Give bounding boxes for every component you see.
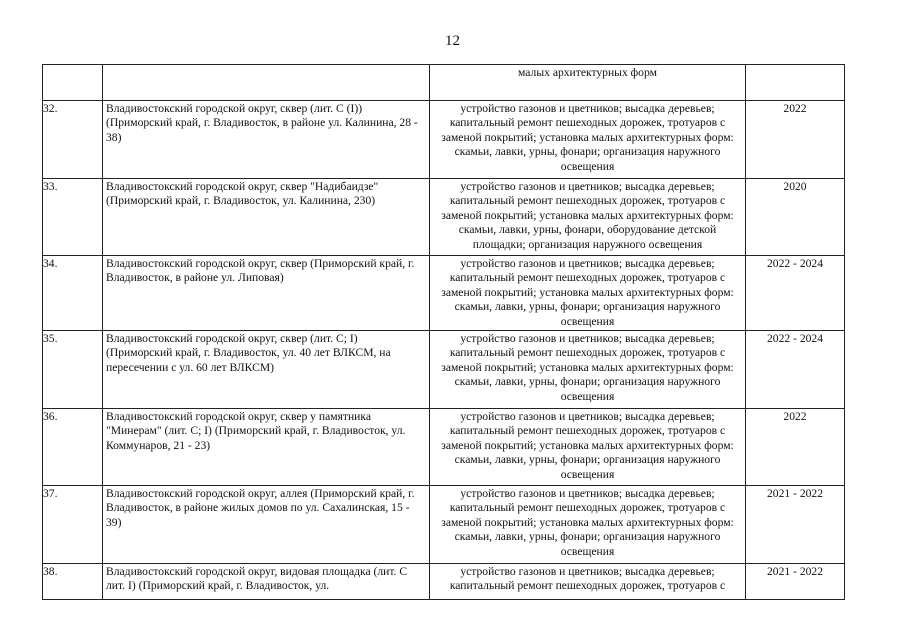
table-row bbox=[43, 331, 845, 409]
works-cell: устройство газонов и цветников; высадка деревьев; капитальный ремонт пешеходных дорожек, тротуаров с заменой покрытий; установка малых архитектурных форм: скамьи, лавки, урны, фонари; организация наружного освещения bbox=[430, 409, 746, 486]
table-row bbox=[43, 101, 845, 179]
object-cell: Владивостокский городской округ, сквер "Надибаидзе" (Приморский край, г. Владивосток, ул. Калинина, 230) bbox=[103, 179, 430, 256]
table-row-continuation bbox=[43, 65, 845, 101]
object-cell: Владивостокский городской округ, сквер (Приморский край, г. Владивосток, в районе ул. Липовая) bbox=[103, 256, 430, 331]
works-cell: малых архитектурных форм bbox=[430, 65, 746, 101]
number-cell: 37. bbox=[43, 486, 103, 564]
year-cell: 2022 bbox=[746, 101, 845, 179]
year-cell: 2021 - 2022 bbox=[746, 564, 845, 600]
number-cell: 34. bbox=[43, 256, 103, 331]
year-cell: 2021 - 2022 bbox=[746, 486, 845, 564]
table-row bbox=[43, 256, 845, 331]
number-cell: 33. bbox=[43, 179, 103, 256]
table-row bbox=[43, 409, 845, 486]
works-cell: устройство газонов и цветников; высадка деревьев; капитальный ремонт пешеходных дорожек, тротуаров с заменой покрытий; установка малых архитектурных форм: скамьи, лавки, урны, фонари; организация наружного освещения bbox=[430, 331, 746, 409]
works-cell: устройство газонов и цветников; высадка деревьев; капитальный ремонт пешеходных дорожек, тротуаров с заменой покрытий; установка малых архитектурных форм: скамьи, лавки, урны, фонари; организация наружного освещения bbox=[430, 486, 746, 564]
number-cell: 35. bbox=[43, 331, 103, 409]
object-cell: Владивостокский городской округ, сквер (лит. С (I)) (Приморский край, г. Владивосток, в районе ул. Калинина, 28 - 38) bbox=[103, 101, 430, 179]
number-cell: 38. bbox=[43, 564, 103, 600]
number-cell: 32. bbox=[43, 101, 103, 179]
year-cell: 2022 - 2024 bbox=[746, 256, 845, 331]
table-row bbox=[43, 564, 845, 600]
object-cell: Владивостокский городской округ, видовая площадка (лит. С лит. I) (Приморский край, г. Владивосток, ул. bbox=[103, 564, 430, 600]
object-cell: Владивостокский городской округ, сквер (лит. С; I) (Приморский край, г. Владивосток, ул. 40 лет ВЛКСМ, на пересечении с ул. 60 лет ВЛКСМ) bbox=[103, 331, 430, 409]
object-cell: Владивостокский городской округ, сквер у памятника "Минерам" (лит. С; I) (Приморский край, г. Владивосток, ул. Коммунаров, 21 - 23) bbox=[103, 409, 430, 486]
improvement-objects-table bbox=[42, 64, 845, 600]
year-cell: 2020 bbox=[746, 179, 845, 256]
year-cell: 2022 bbox=[746, 409, 845, 486]
works-cell: устройство газонов и цветников; высадка деревьев; капитальный ремонт пешеходных дорожек, тротуаров с заменой покрытий; установка малых архитектурных форм: скамьи, лавки, урны, фонари, оборудование детской площадки; организация наружного освещения bbox=[430, 179, 746, 256]
page-number: 12 bbox=[445, 33, 460, 49]
object-cell: Владивостокский городской округ, аллея (Приморский край, г. Владивосток, в районе жилых домов по ул. Сахалинская, 15 - 39) bbox=[103, 486, 430, 564]
year-cell: 2022 - 2024 bbox=[746, 331, 845, 409]
works-cell: устройство газонов и цветников; высадка деревьев; капитальный ремонт пешеходных дорожек, тротуаров с заменой покрытий; установка малых архитектурных форм: скамьи, лавки, урны, фонари; организация наружного освещения bbox=[430, 256, 746, 331]
object-cell bbox=[103, 65, 430, 101]
year-cell bbox=[746, 65, 845, 101]
table-row bbox=[43, 486, 845, 564]
number-cell: 36. bbox=[43, 409, 103, 486]
table-row bbox=[43, 179, 845, 256]
works-cell: устройство газонов и цветников; высадка деревьев; капитальный ремонт пешеходных дорожек, тротуаров с bbox=[430, 564, 746, 600]
works-cell: устройство газонов и цветников; высадка деревьев; капитальный ремонт пешеходных дорожек, тротуаров с заменой покрытий; установка малых архитектурных форм: скамьи, лавки, урны, фонари; организация наружного освещения bbox=[430, 101, 746, 179]
number-cell bbox=[43, 65, 103, 101]
